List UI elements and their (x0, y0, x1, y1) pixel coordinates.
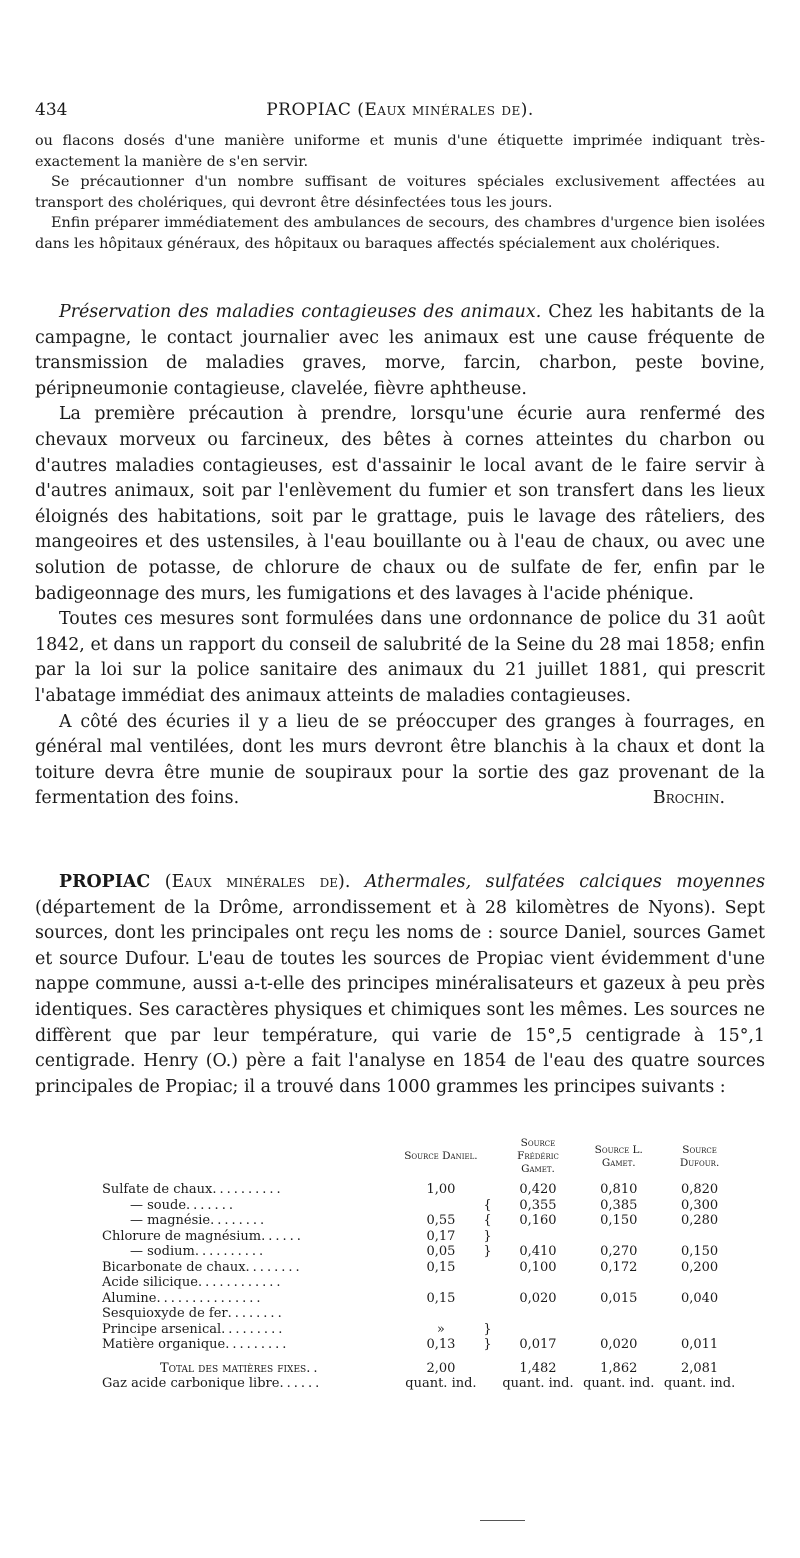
table-row (100, 1198, 740, 1214)
paragraph (35, 870, 765, 1100)
cell: quant. ind. (663, 1376, 736, 1391)
page-number: 434 (35, 100, 68, 120)
cell: 0,150 (600, 1213, 638, 1228)
cell: 1,482 (519, 1360, 557, 1376)
cell: 0,410 (519, 1244, 557, 1259)
cell (401, 1198, 482, 1214)
cell: 0,020 (519, 1290, 557, 1306)
cell: 0,020 (600, 1337, 638, 1352)
row-label: — soude....... (130, 1197, 236, 1213)
footer-rule (480, 1520, 525, 1521)
row-label: Total des matières fixes.. (160, 1360, 321, 1376)
row-label: Sulfate de chaux.......... (102, 1182, 284, 1197)
row-label: Principe arsenical......... (102, 1321, 286, 1337)
cell (578, 1322, 659, 1338)
table-row (100, 1337, 740, 1353)
cell: 2,00 (426, 1360, 456, 1376)
cell: 0,420 (519, 1182, 557, 1197)
cell: 0,13 (426, 1337, 456, 1352)
cell: 0,017 (519, 1337, 557, 1352)
analysis-table (100, 1137, 740, 1392)
cell: 0,160 (519, 1213, 557, 1228)
column-header: Source Frédéric Gamet. (517, 1137, 559, 1175)
cell: 0,810 (600, 1182, 638, 1197)
cell: 0,385 (600, 1197, 638, 1213)
column-header: Source Dufour. (679, 1143, 720, 1169)
entry-headword-paren: (Eaux minérales de). (150, 872, 365, 892)
cell: 0,270 (600, 1244, 638, 1259)
brace-icon: } (483, 1228, 492, 1244)
brace-icon: } (483, 1337, 492, 1352)
row-label: Alumine............... (102, 1290, 264, 1306)
paragraph: ou flacons dosés d'une manière uniforme et munis d'une étiquette imprimée indiquant très-exactement la manière de s'en servir. (35, 133, 765, 170)
entry-propiac (35, 870, 765, 1100)
cell (659, 1229, 740, 1245)
brace-icon: } (483, 1321, 492, 1337)
cell (659, 1306, 740, 1322)
cell: » (436, 1321, 445, 1337)
row-label: — sodium.......... (130, 1244, 267, 1259)
brace-spacer (481, 1137, 497, 1182)
cell (659, 1322, 740, 1338)
cell (578, 1275, 659, 1291)
row-label: — magnésie........ (130, 1213, 268, 1228)
paragraph (35, 300, 765, 402)
cell (498, 1306, 579, 1322)
paragraph: Toutes ces mesures sont formulées dans une ordonnance de police du 31 août 1842, et dans un rapport du conseil de salubrité de la Seine du 28 mai 1858; enfin par la loi sur la police sanitaire des animaux du 21 juillet 1881, qui prescrit l'abatage immédiat des animaux atteints de maladies contagieuses. (35, 609, 765, 706)
table-row (100, 1182, 740, 1198)
paragraph: Se précautionner d'un nombre suffisant de voitures spéciales exclusivement affectées au transport des cholériques, qui devront être désinfectées tous les jours. (35, 174, 765, 211)
table-row (100, 1322, 740, 1338)
cell: 0,011 (680, 1337, 719, 1352)
entry-headword: PROPIAC (59, 872, 151, 892)
cell: 0,15 (426, 1259, 456, 1275)
table-header-row (100, 1137, 740, 1182)
cell (578, 1229, 659, 1245)
column-header-label (100, 1137, 401, 1182)
column-header: Source Daniel. (404, 1150, 478, 1162)
cell: 0,05 (426, 1244, 456, 1259)
cell (578, 1306, 659, 1322)
brace-icon: } (483, 1244, 492, 1259)
brace-icon: { (483, 1213, 492, 1228)
cell: 0,280 (680, 1213, 719, 1228)
paragraph: Enfin préparer immédiatement des ambulances de secours, des chambres d'urgence bien isolées dans les hôpitaux généraux, des hôpitaux ou baraques affectés spécialement aux cholériques. (35, 215, 765, 252)
row-label: Bicarbonate de chaux........ (102, 1259, 303, 1275)
table-row (100, 1229, 740, 1245)
page-header (35, 100, 765, 124)
cell: quant. ind. (502, 1376, 574, 1391)
cell: 0,040 (680, 1290, 719, 1306)
cell: 0,200 (680, 1259, 719, 1275)
row-label: Acide silicique............ (102, 1275, 284, 1290)
entry-classification: Athermales, sulfatées calciques moyennes (364, 872, 765, 892)
cell (498, 1322, 579, 1338)
paragraph-text: Chez les habitants de la campagne, le contact journalier avec les animaux est une cause fréquente de transmission de maladies graves, morve, farcin, charbon, peste bovine, péripneumonie contagieuse, clavelée, fièvre aphtheuse. (35, 302, 765, 399)
running-head: PROPIAC (Eaux minérales de). (266, 100, 534, 120)
row-label: Matière organique......... (102, 1337, 290, 1352)
total-row (100, 1353, 740, 1377)
cell: 0,15 (426, 1290, 456, 1306)
row-label: Sesquioxyde de fer........ (102, 1306, 285, 1321)
paragraph-text: A côté des écuries il y a lieu de se préoccuper des granges à fourrages, en général mal ventilées, dont les murs devront être blanchis à la chaux et dont la toiture devra être munie de soupiraux pour la sortie des gaz provenant de la fermentation des foins. (35, 711, 765, 809)
cell: 1,00 (426, 1182, 456, 1197)
cell (498, 1275, 579, 1291)
author-signature: Brochin. (652, 788, 725, 809)
cell (401, 1275, 482, 1291)
cell: 0,015 (600, 1290, 638, 1306)
section-title: Préservation des maladies contagieuses des animaux. (59, 302, 542, 322)
table-row (100, 1376, 740, 1392)
section-animal-diseases (35, 300, 765, 812)
table-row (100, 1260, 740, 1276)
table-row (100, 1291, 740, 1307)
cell: 1,862 (600, 1360, 638, 1376)
table-row (100, 1306, 740, 1322)
cell (659, 1275, 740, 1291)
row-label: Gaz acide carbonique libre...... (102, 1376, 323, 1391)
entry-text: (département de la Drôme, arrondissement et à 28 kilomètres de Nyons). Sept sources, dont les principales ont reçu les noms de : source Daniel, sources Gamet et source Dufour. L'eau de toutes les sources de Propiac vient évidemment d'une nappe commune, aussi a-t-elle des principes minéralisateurs et gazeux à peu près identiques. Ses caractères physiques et chimiques sont les mêmes. Les sources ne diffèrent que par leur température, qui varie de 15°,5 centigrade à 15°,1 centigrade. Henry (O.) père a fait l'analyse en 1854 de l'eau des quatre sources principales de Propiac; il a trouvé dans 1000 grammes les principes suivants : (35, 897, 765, 1097)
paragraph (35, 710, 765, 812)
cell: 0,55 (426, 1213, 456, 1228)
cell: 0,820 (680, 1182, 719, 1197)
cell: quant. ind. (405, 1376, 477, 1391)
cell: 0,150 (680, 1244, 719, 1259)
cell: 0,100 (519, 1259, 557, 1275)
column-header: Source L. Gamet. (594, 1143, 643, 1169)
cell: 0,300 (680, 1197, 719, 1213)
cell: 0,172 (600, 1259, 638, 1275)
table-row (100, 1244, 740, 1260)
row-label: Chlorure de magnésium...... (102, 1228, 304, 1244)
cell (498, 1229, 579, 1245)
cell (401, 1306, 482, 1322)
brace-icon: { (483, 1197, 492, 1213)
table-row (100, 1275, 740, 1291)
paragraph: La première précaution à prendre, lorsqu'une écurie aura renfermé des chevaux morveux ou farcineux, des bêtes à cornes atteintes du charbon ou d'autres maladies contagieuses, est d'assainir le local avant de le faire servir à d'autres animaux, soit par l'enlèvement du fumier et son transfert dans les lieux éloignés des habitations, soit par le grattage, puis le lavage des râteliers, des mangeoires et des ustensiles, à l'eau bouillante ou à l'eau de chaux, ou avec une solution de potasse, de chlorure de chaux ou de sulfate de fer, enfin par le badigeonnage des murs, les fumigations et des lavages à l'acide phénique. (35, 404, 765, 604)
cell: 0,355 (519, 1197, 557, 1213)
cell: 2,081 (680, 1360, 719, 1376)
cell: 0,17 (426, 1228, 456, 1244)
table-row (100, 1213, 740, 1229)
cell: quant. ind. (583, 1376, 655, 1391)
top-text-block (35, 131, 765, 254)
